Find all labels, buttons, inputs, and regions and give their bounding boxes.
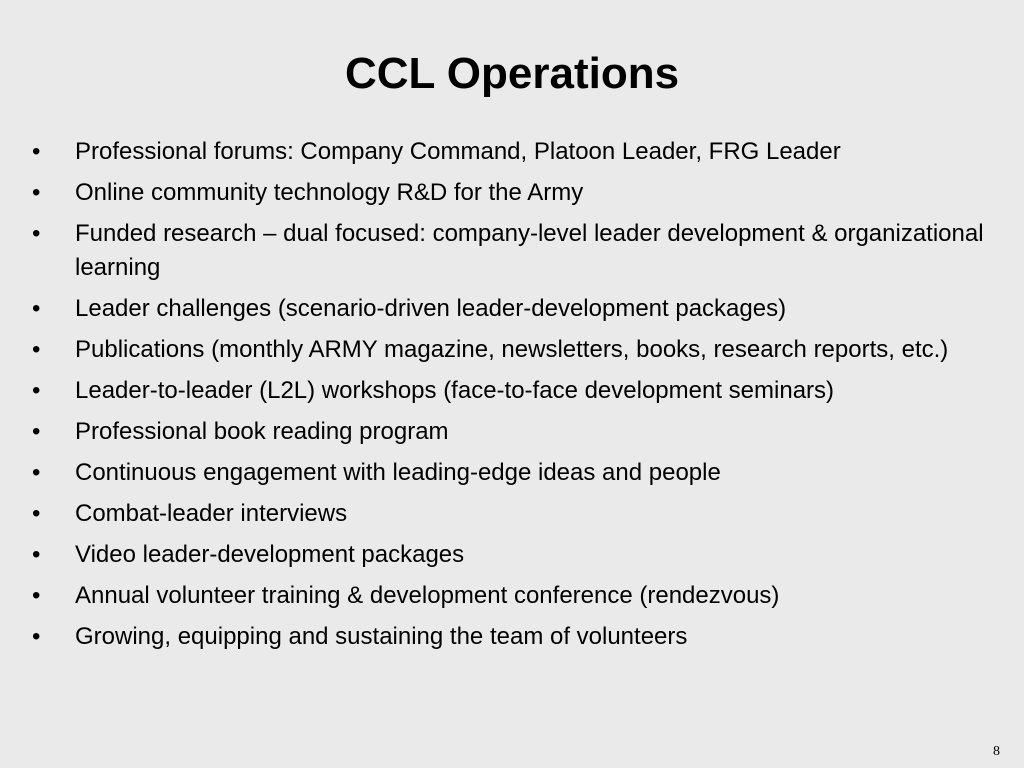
page-number: 8 xyxy=(993,744,1000,759)
bullet-marker: • xyxy=(32,500,41,527)
bullet-item xyxy=(32,217,992,285)
bullet-text: Leader-to-leader (L2L) workshops (face-to-face development seminars) xyxy=(75,377,835,404)
bullet-item xyxy=(32,415,992,449)
bullet-marker: • xyxy=(32,377,41,404)
bullet-marker: • xyxy=(32,541,41,568)
bullet-text: Growing, equipping and sustaining the team of volunteers xyxy=(75,623,688,650)
slide-title: CCL Operations xyxy=(344,49,680,98)
bullet-text: Leader challenges (scenario-driven leader-development packages) xyxy=(75,295,787,322)
bullet-item xyxy=(32,374,992,408)
bullet-marker: • xyxy=(32,582,41,609)
bullet-item xyxy=(32,292,992,326)
bullet-text: Funded research – dual focused: company-level leader development & organizational learning xyxy=(75,220,984,281)
bullet-marker: • xyxy=(32,220,41,247)
bullet-text: Annual volunteer training & development conference (rendezvous) xyxy=(75,582,780,609)
bullet-marker: • xyxy=(32,179,41,206)
bullet-item xyxy=(32,538,992,572)
bullet-marker: • xyxy=(32,138,41,165)
bullet-list xyxy=(32,135,992,661)
bullet-text: Online community technology R&D for the Army xyxy=(75,179,584,206)
bullet-text: Publications (monthly ARMY magazine, newsletters, books, research reports, etc.) xyxy=(75,336,949,363)
bullet-marker: • xyxy=(32,623,41,650)
bullet-marker: • xyxy=(32,459,41,486)
bullet-item xyxy=(32,497,992,531)
bullet-text: Professional forums: Company Command, Platoon Leader, FRG Leader xyxy=(75,138,841,165)
bullet-item xyxy=(32,176,992,210)
bullet-marker: • xyxy=(32,418,41,445)
bullet-item xyxy=(32,579,992,613)
bullet-text: Combat-leader interviews xyxy=(75,500,348,527)
bullet-text: Continuous engagement with leading-edge ideas and people xyxy=(75,459,721,486)
bullet-item xyxy=(32,333,992,367)
bullet-marker: • xyxy=(32,336,41,363)
bullet-item xyxy=(32,456,992,490)
bullet-item xyxy=(32,135,992,169)
bullet-item xyxy=(32,620,992,654)
bullet-text: Video leader-development packages xyxy=(75,541,465,568)
bullet-text: Professional book reading program xyxy=(75,418,449,445)
bullet-marker: • xyxy=(32,295,41,322)
